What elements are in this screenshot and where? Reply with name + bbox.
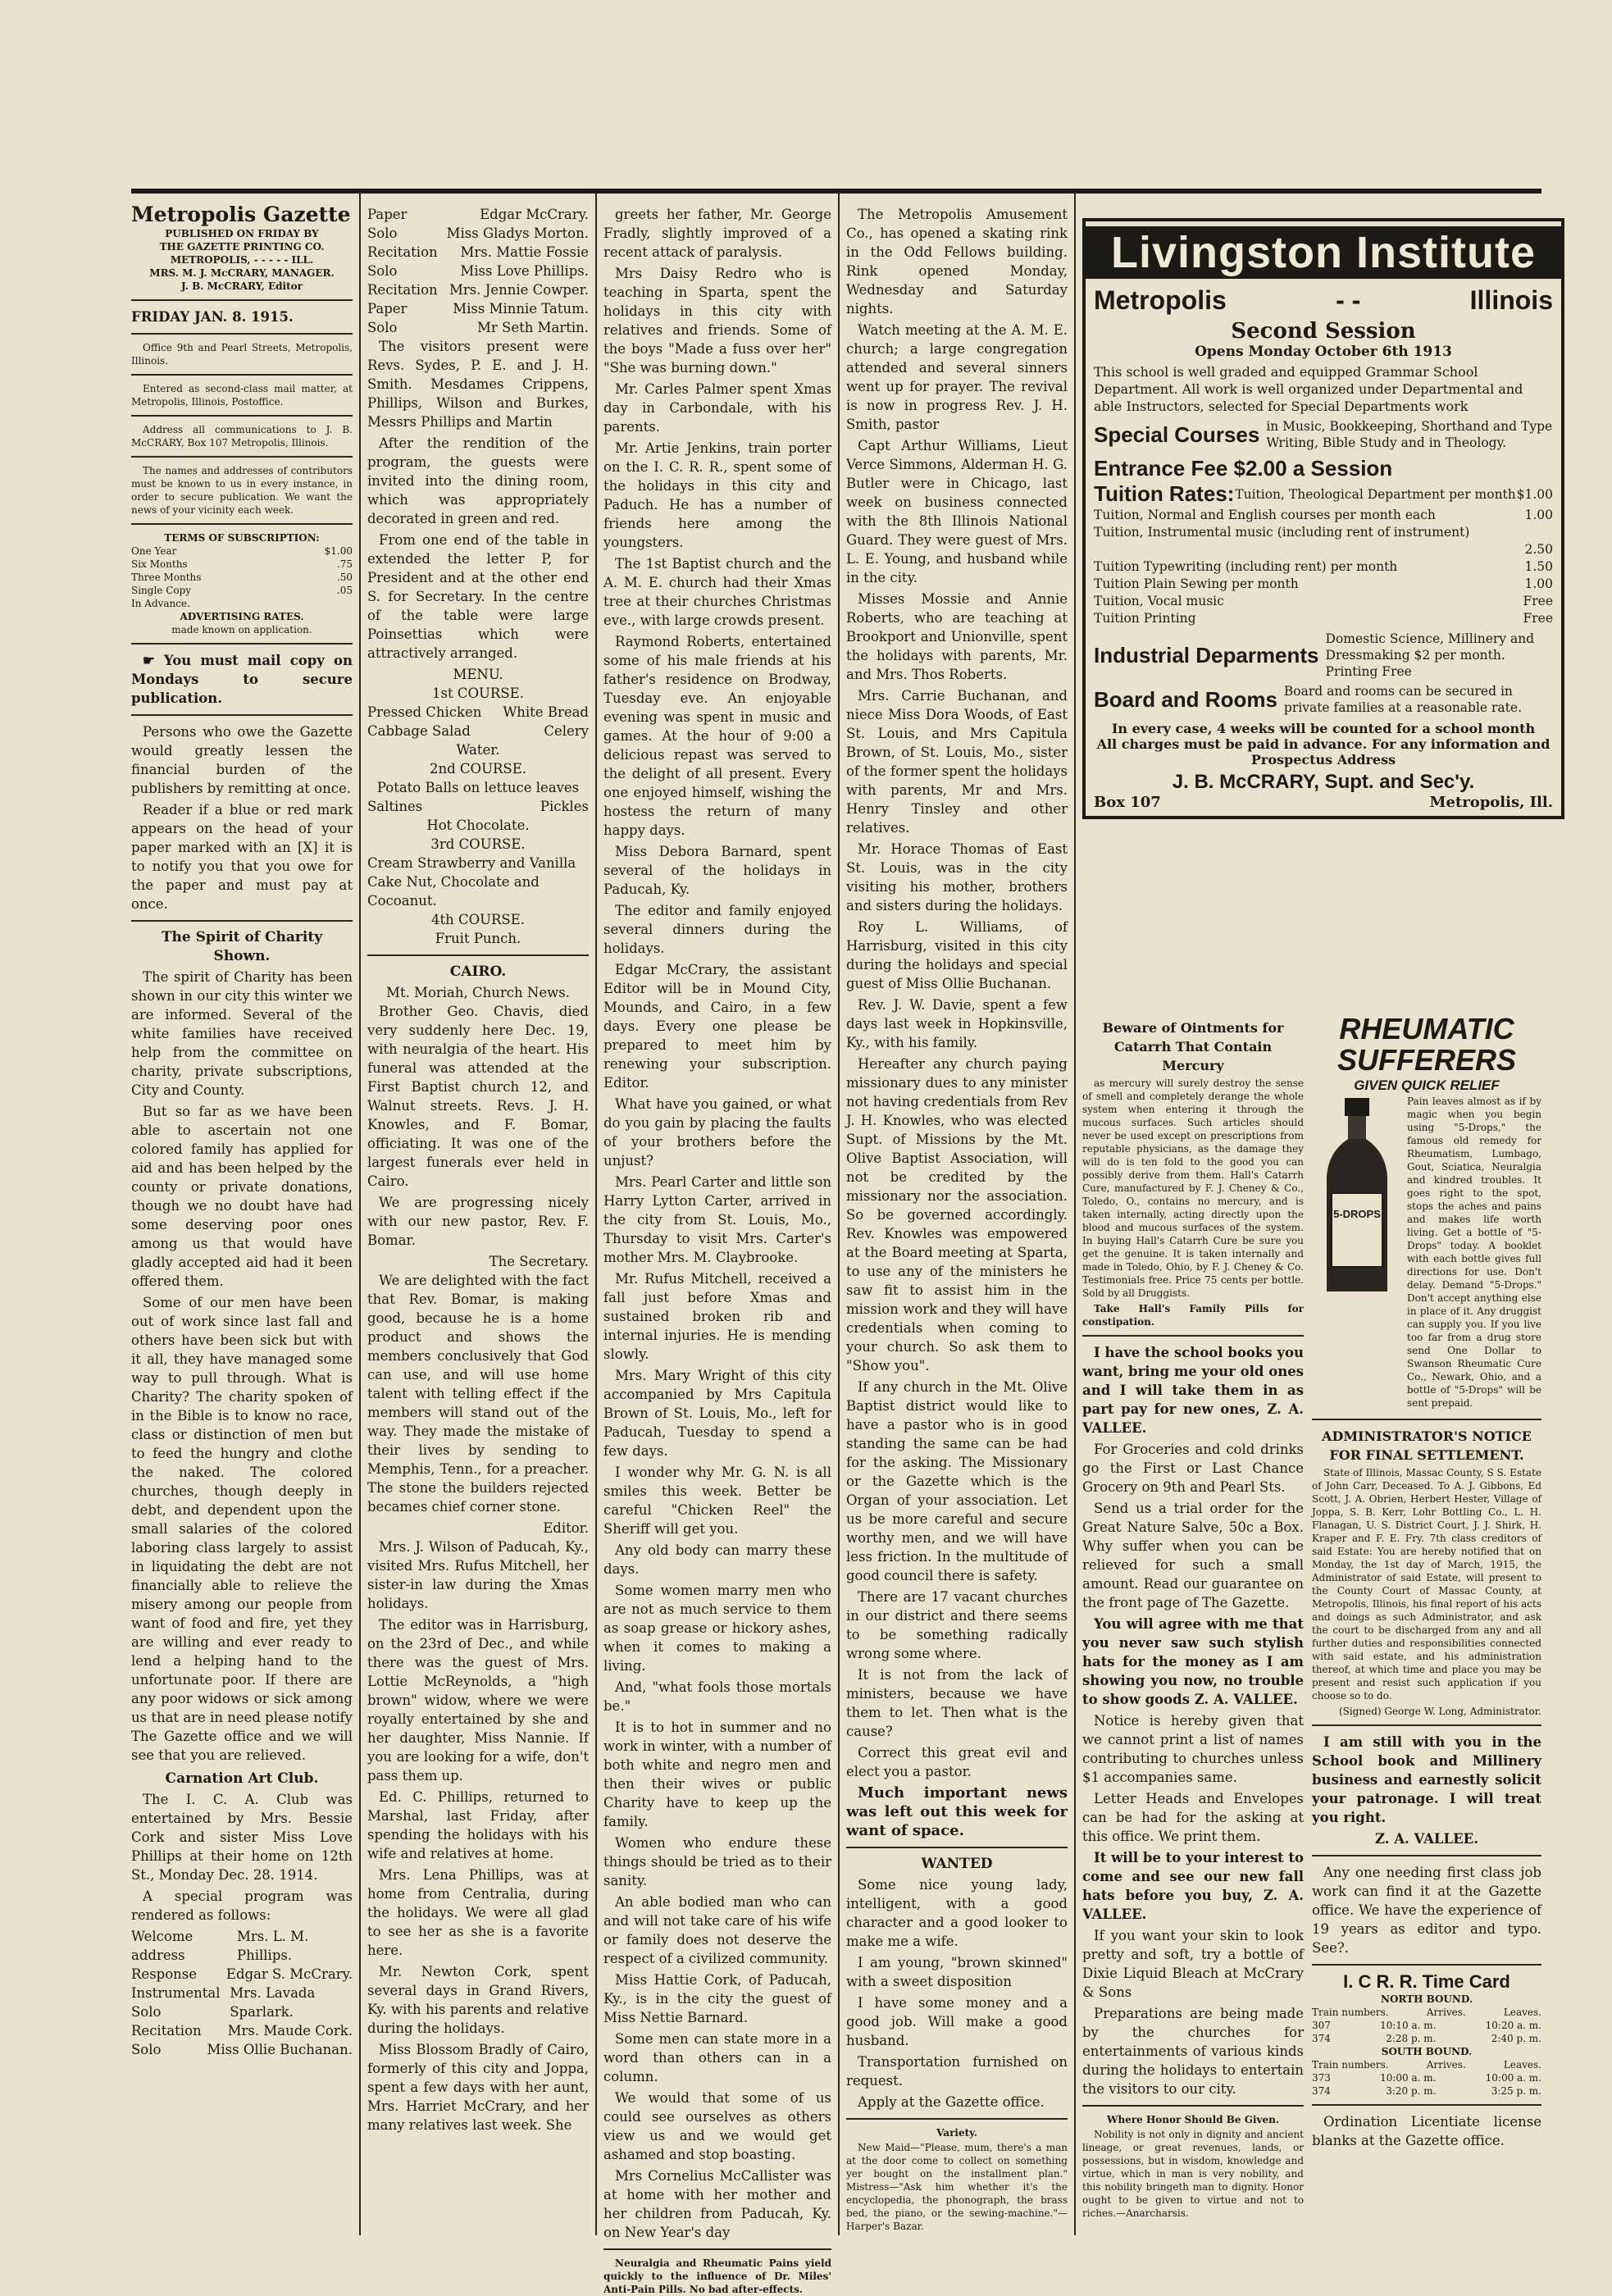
hats-notice: You will agree with me that you never saw such stylish hats for the money as I am showing you now, no trouble to show goods Z. A. VALLEE.	[1082, 1616, 1304, 1707]
terms-row: Three Months .50	[131, 572, 353, 583]
article-paragraph: Mrs Cornelius McCallister was at home with her mother and her children from Paducah, Ky. on New Year's day	[603, 2168, 831, 2240]
article-paragraph: It is to hot in summer and no work in winter, with a number of both white and negro men and then their wives or public Charity have to keep up the family.	[603, 1720, 831, 1829]
groceries-notice: For Groceries and cold drinks go the First or Last Chance Grocery on 9th and Pearl Sts.	[1082, 1442, 1304, 1495]
masthead-company: THE GAZETTE PRINTING CO.	[159, 241, 325, 253]
ordination-notice: Ordination Licentiate license blanks at the Gazette office.	[1312, 2114, 1541, 2148]
cairo-headline: CAIRO.	[449, 963, 507, 980]
column-4	[846, 205, 1068, 2230]
column-rule	[595, 194, 597, 2235]
menu-title: MENU.	[453, 667, 503, 682]
article-paragraph: Mrs. Pearl Carter and little son Harry Lytton Carter, arrived in the city from St. Louis, Mo., Thursday to visit Mrs. Carter's mother Mrs. M. Claybrooke.	[603, 1174, 831, 1265]
article-paragraph: The spirit of Charity has been shown in our city this winter we are informed. Several of the white families have received help from the committee on charity, private subscriptions, City and County.	[131, 969, 353, 1098]
article-paragraph: Some women marry men who are not as much service to them as soap grease or hickory ashes, when it comes to making a living.	[603, 1583, 831, 1674]
article-paragraph: Mrs. Carrie Buchanan, and niece Miss Dora Woods, of East St. Louis, and Mrs Capitula Brown, of St. Louis, Mo., sister of the former spent the holidays with parents, Mr and Mrs. Henry Tinsley and other relatives.	[846, 688, 1068, 836]
office-address: Office 9th and Pearl Streets, Metropolis, Illinois.	[131, 342, 353, 367]
timetable-header: Train numbers. Arrives. Leaves.	[1312, 2059, 1541, 2070]
rheum-subhead: GIVEN QUICK RELIEF	[1354, 1077, 1500, 1093]
newspaper-page	[131, 189, 1553, 2295]
honor-headline: Where Honor Should Be Given.	[1106, 2114, 1280, 2125]
ad-session: Second Session	[1231, 319, 1416, 344]
article-paragraph: Brother Geo. Chavis, died very suddenly here Dec. 19, with neuralgia of the heart. His funeral was attended at the First Baptist church 12, and Walnut streets. Revs. J. H. Knowles, and F. Bomar, officiating. It was one of the largest funerals ever held in Cairo.	[367, 1004, 589, 1189]
column-rule	[838, 194, 840, 2235]
ad-industrial: Industrial Deparments Domestic Science, Millinery and Dressmaking $2 per month. Printing Free	[1094, 631, 1535, 679]
menu-item: Potato Balls on lettuce leaves	[376, 780, 580, 795]
masthead-editor: J. B. McCRARY, Editor	[181, 280, 303, 292]
article-paragraph: Some men can state more in a word than others can in a column.	[603, 2031, 831, 2084]
article-paragraph: The editor and family enjoyed several dinners during the holidays.	[603, 903, 831, 956]
article-paragraph: Some nice young lady, intelligent, with a good character and a good looker to make me a wife.	[846, 1877, 1068, 1949]
article-paragraph: Edgar McCrary, the assistant Editor will be in Mound City, Mounds, and Cairo, in a few days. Every one please be prepared to meet him by renewing your subscription. Editor.	[603, 962, 831, 1091]
ad-rate-row: Tuition, Vocal music Free	[1094, 594, 1553, 608]
article-paragraph: Ed. C. Phillips, returned to Marshal, last Friday, after spending the holidays with his wife and relatives at home.	[367, 1789, 589, 1861]
article-paragraph: There are 17 vacant churches in our district and there seems to be something radically wrong some where.	[846, 1589, 1068, 1661]
ad-description: This school is well graded and equipped Grammar School Department. All work is well organized under Departmental and able Instructors, selected for Special Departments work	[1094, 364, 1523, 414]
article-paragraph: The visitors present were Revs. Sydes, P. E. and J. H. Smith. Mesdames Crippens, Phillips, Wilson and Burkes, Messrs Phillips and Martin	[367, 339, 589, 430]
pain-pills-ad: Neuralgia and Rheumatic Pains yield quickly to the influence of Dr. Miles' Anti-Pain Pills. No bad after-effects.	[603, 2257, 831, 2295]
menu-row: Pressed Chicken White Bread	[367, 704, 589, 720]
advertising-rates: ADVERTISING RATES.	[180, 611, 304, 622]
column-rule	[1074, 194, 1076, 2235]
letterheads-notice: Letter Heads and Envelopes can be had for the asking at this office. We print them.	[1082, 1791, 1304, 1844]
wanted-headline: WANTED	[921, 1856, 993, 1872]
article-paragraph: greets her father, Mr. George Fradly, slightly improved of a recent attack of paralysis.	[603, 207, 831, 260]
column-2	[367, 205, 589, 2230]
masthead-title: Metropolis Gazette	[131, 203, 351, 226]
important-news-note: Much important news was left out this week for want of space.	[846, 1784, 1068, 1839]
column-1	[131, 205, 353, 2230]
article-paragraph: The editor was in Harrisburg, on the 23rd of Dec., and while there was the guest of Mrs. Lottie McReynolds, a "high brown" widow, where we were royally entertained by she and her daughter, Miss Nannie. If you are looking for a wife, don't pass them up.	[367, 1617, 589, 1784]
ad-special-courses: Special Courses in Music, Bookkeeping, Shorthand and Type Writing, Bible Study and in Theology.	[1094, 419, 1553, 450]
medicine-bottle-icon	[1312, 1095, 1402, 1300]
ointments-footer: Take Hall's Family Pills for constipation.	[1082, 1303, 1304, 1328]
ad-every-case: In every case, 4 weeks will be counted for a school month	[1111, 721, 1536, 736]
article-paragraph: Mr. Newton Cork, spent several days in Grand Rivers, Ky. with his parents and relative during the holidays.	[367, 1964, 589, 2036]
pointing-hand-icon: ☛	[143, 653, 155, 668]
bottle-label: 5-DROPS	[1333, 1208, 1381, 1220]
terms-row: One Year $1.00	[131, 545, 353, 557]
ad-city-row: Metropolis - - Illinois	[1094, 285, 1553, 315]
article-paragraph: Rev. J. W. Davie, spent a few days last week in Hopkinsville, Ky., with his family.	[846, 997, 1068, 1050]
admin-text: State of Illinois, Massac County, S S. Estate of John Carr, Deceased. To A. J. Gibbons, Ed Scott, J. A. Obrien, Herbert Hester, Village of Joppa, S. B. Kerr, Lohr Bottling Co., L. H. Flanagan, U. S. District Court, J. J. Shirk, H. Kraper and F. E. Fry. 7th class creditors of said Estate: You are hereby notified that on Monday, the 1st day of March, 1915, the Administrator of said Estate, will present to the County Court of Massac County, at Metropolis, Illinois, his final report of his acts and doings as such Administrator, and ask the court to be discharged from any and all further duties and responsibilities connected with said estate, and his administration thereof, at which time and place you may be present and resist such application if you choose so to do.	[1312, 1467, 1541, 1702]
article-paragraph: And, "what fools those mortals be."	[603, 1679, 831, 1714]
program-row: Paper Edgar McCrary.	[367, 207, 589, 222]
admin-headline: ADMINISTRATOR'S NOTICE FOR FINAL SETTLEMENT.	[1322, 1428, 1532, 1463]
program-row: Solo Miss Ollie Buchanan.	[131, 2042, 353, 2057]
article-paragraph: We are progressing nicely with our new pastor, Rev. F. Bomar.	[367, 1195, 589, 1248]
program-row: Recitation Mrs. Maude Cork.	[131, 2023, 353, 2039]
timetable-row: 374 2:28 p. m. 2:40 p. m.	[1312, 2033, 1541, 2044]
article-paragraph: The Metropolis Amusement Co., has opened a skating rink in the Odd Fellows building. Rink opened Monday, Wednesday and Saturday nights.	[846, 207, 1068, 317]
program-row: Recitation Mrs. Jennie Cowper.	[367, 282, 589, 298]
north-bound: NORTH BOUND.	[1380, 1993, 1473, 2005]
masthead-published: PUBLISHED ON FRIDAY BY	[165, 228, 319, 239]
article-paragraph: Any old body can marry these days.	[603, 1542, 831, 1577]
fall-hats-notice: It will be to your interest to come and see our new fall hats before you buy, Z. A. VALLEE.	[1082, 1850, 1304, 1922]
job-work-notice: Any one needing first class job work can find it at the Gazette office. We have the experience of 19 years as editor and typo. See?.	[1312, 1865, 1541, 1956]
vallee-notice: I am still with you in the School book and Millinery business and earnestly solicit your patronage. I will treat you right.	[1312, 1734, 1541, 1825]
entry-notice: Entered as second-class mail matter, at Metropolis, Illinois, Postoffice.	[131, 383, 353, 408]
article-paragraph: Mrs. Mary Wright of this city accompanied by Mrs Capitula Brown of St. Louis, Mo., left for Paducah, Tuesday to spend a few days.	[603, 1368, 831, 1459]
menu-item: Hot Chocolate.	[426, 818, 530, 833]
terms-row: Single Copy .05	[131, 585, 353, 596]
owe-notice: Persons who owe the Gazette would greatly lessen the financial burden of the publishers by remitting at once.	[131, 724, 353, 796]
contributors-notice: The names and addresses of contributors must be known to us in every instance, in order to secure publication. We want the news of your vicinity each week.	[131, 465, 353, 516]
masthead-location: METROPOLIS, - - - - - ILL.	[170, 254, 314, 266]
menu-row: Saltines Pickles	[367, 799, 589, 814]
program-row: Recitation Mrs. Mattie Fossie	[367, 244, 589, 260]
program-row: Solo Miss Gladys Morton.	[367, 226, 589, 241]
article-paragraph: Mr. Carles Palmer spent Xmas day in Carbondale, with his parents.	[603, 381, 831, 435]
article-paragraph: We would that some of us could see ourselves as others view us and we would get ashamed and stop boasting.	[603, 2090, 831, 2162]
rheum-body	[1312, 1095, 1541, 1412]
column-3	[603, 205, 831, 2295]
churches-notice: Notice is hereby given that we cannot print a list of names contributing to churches unless $1 accompanies same.	[1082, 1713, 1304, 1785]
article-paragraph: Raymond Roberts, entertained some of his male friends at his father's residence on Brodway, Tuesday eve. An enjoyable evening was spent in music and games. At the hour of 9:00 a delicious repast was served to the delight of all present. Every one enjoyed himself, wishing the hostess the return of many happy days.	[603, 634, 831, 838]
article-paragraph: The 1st Baptist church and the A. M. E. church had their Xmas tree at their churches Christmas eve., with large crowds present.	[603, 556, 831, 628]
article-paragraph: I wonder why Mr. G. N. is all smiles this week. Better be careful "Chicken Reel" the Sheriff will get you.	[603, 1465, 831, 1537]
ad-entrance-fee: Entrance Fee $2.00 a Session	[1094, 456, 1393, 481]
admin-signature: (Signed) George W. Long, Administrator.	[1338, 1706, 1541, 1717]
cairo-subhead: Mt. Moriah, Church News.	[386, 985, 570, 1000]
article-paragraph: After the rendition of the program, the guests were invited into the dining room, which was appropriately decorated in green and red.	[367, 435, 589, 526]
article-paragraph: Transportation furnished on request.	[846, 2054, 1068, 2089]
article-paragraph: Miss Debora Barnard, spent several of the holidays in Paducah, Ky.	[603, 844, 831, 897]
menu-row: Cabbage Salad Celery	[367, 723, 589, 739]
signature: The Secretary.	[489, 1254, 589, 1269]
timetable-row: 373 10:00 a. m. 10:00 a. m.	[1312, 2072, 1541, 2084]
article-paragraph: We are delighted with the fact that Rev. Bomar, is making good, because he is a home product and shows the members conclusively that God can use, and will use home talent with telling effect if the members will stand out of the way. They made the mistake of their lives by sending to Memphis, Tenn., for a preacher. The stone the builders rejected becames chief corner stone.	[367, 1273, 589, 1515]
program-row: Paper Miss Minnie Tatum.	[367, 301, 589, 317]
course-title: 2nd COURSE.	[429, 761, 526, 777]
article-paragraph: I have some money and a good job. Will make a good husband.	[846, 1995, 1068, 2048]
vallee-signature: Z. A. VALLEE.	[1375, 1831, 1478, 1847]
program-row: Welcome address Mrs. L. M. Phillips.	[131, 1929, 309, 1963]
program-row: Instrumental Solo Mrs. Lavada Sparlark.	[131, 1985, 316, 2020]
article-paragraph: Correct this great evil and elect you a pastor.	[846, 1745, 1068, 1779]
article-paragraph: Some of our men have been out of work since last fall and others have been sick but with it all, they have managed some way to pull through. What is Charity? The charity spoken of in the Bible is to know no race, class or distinction of men but to feed the hungry and clothe the naked. The colored churches, though deeply in debt, and dependent upon the small salaries of the colored laboring class largely to assist in liquidating the debt are not financially able to relieve the misery among our people from want of food and fire, yet they are willing and ever ready to lend a helping hand to the unfortunate poor. If there are any poor widows or sick among us that are in need please notify The Gazette office and we will see that you are relieved.	[131, 1295, 353, 1763]
article-paragraph: Hereafter any church paying missionary dues to any minister not having credentials from Rev J. H. Knowles, who was elected Supt. of Missions by the Mt. Olive Baptist Association, will not be credited by the missionary nor the association. So be governed accordingly. Rev. Knowles was empowered at the Board meeting at Sparta, to use any of the ministers he saw fit to assist him in the mission work and they will have credentials when coming to your church. So ask them to "Show you".	[846, 1056, 1068, 1374]
bottle-illustration	[1312, 1095, 1402, 1412]
ad-tuition-header: Tuition Rates: Tuition, Theological Department per month $1.00	[1094, 481, 1553, 506]
ad-rate-row: Tuition, Normal and English courses per month each 1.00	[1094, 508, 1553, 522]
article-paragraph: The I. C. A. Club was entertained by Mrs. Bessie Cork and sister Miss Love Phillips at their home on 12th St., Monday Dec. 28. 1914.	[131, 1792, 353, 1883]
blue-mark-notice: Reader if a blue or red mark appears on the head of your paper marked with an [X] it is to notify you that you owe for the paper and must pay at once.	[131, 802, 353, 912]
article-paragraph: Miss Blossom Bradly of Cairo, formerly of this city and Joppa, spent a few days with her aunt, Mrs. Harriet McCrary, and her many relatives last week. She	[367, 2042, 589, 2133]
article-paragraph: An able bodied man who can and will not take care of his wife or family does not deserve the respect of a civilized community.	[603, 1894, 831, 1966]
bleach-notice: If you want your skin to look pretty and soft, try a bottle of Dixie Liquid Bleach at McCrary & Sons	[1082, 1928, 1304, 2000]
article-paragraph: Capt Arthur Williams, Lieut Verce Simmons, Alderman H. G. Butler were in Chicago, last week on business connected with the 8th Illinois National Guard. They were guest of Mrs. L. E. Young, and husband while in the city.	[846, 438, 1068, 585]
livingston-institute-ad	[1082, 218, 1564, 819]
ad-charges: All charges must be paid in advance. For any information and Prospectus Address	[1096, 736, 1551, 768]
program-row: Response Edgar S. McCrary.	[131, 1966, 353, 1982]
issue-date: FRIDAY JAN. 8. 1915.	[131, 309, 294, 325]
article-paragraph: If any church in the Mt. Olive Baptist district would like to have a pastor who is in good standing the same can be had for the asking. The Missionary or the Gazette which is the Organ of your association. Let us be more careful and secure worthy men, and we will have less friction. In the multitude of good council there is safety.	[846, 1379, 1068, 1583]
terms-title: TERMS OF SUBSCRIPTION:	[164, 532, 320, 544]
timetable-header: Train numbers. Arrives. Leaves.	[1312, 2007, 1541, 2018]
article-paragraph: Women who endure these things should be tried as to their sanity.	[603, 1835, 831, 1888]
article-paragraph: Mrs. Lena Phillips, was at home from Centralia, during the holidays. We were all glad to see her as she is a favorite here.	[367, 1867, 589, 1958]
course-title: 1st COURSE.	[432, 686, 524, 701]
program-row: Solo Mr Seth Martin.	[367, 320, 589, 335]
signature: Editor.	[543, 1520, 589, 1536]
south-bound: SOUTH BOUND.	[1381, 2046, 1473, 2057]
honor-text: Nobility is not only in dignity and ancient lineage, or great revenues, lands, or possessions, but in wisdom, knowledge and virtue, which in man is very nobility, and this nobility bringeth man to dignity. Honor ought to be given to virtue and not to riches.—Anarcharsis.	[1082, 2129, 1304, 2219]
article-paragraph: Mr. Artie Jenkins, train porter on the I. C. R. R., spent some of the holidays in this city and Paduch. He has a number of friends here among the youngsters.	[603, 440, 831, 550]
ointments-text: as mercury will surely destroy the sense of smell and completely derange the whole system when entering it through the mucous surfaces. Such articles should never be used except on prescriptions from reputable physicians, as the damage they will do is ten fold to the good you can possibly derive from them. Hall's Catarrh Cure, manufactured by F. J. Cheney & Co., Toledo, O., contains no mercury, and is taken internally, acting directly upon the blood and mucous surfaces of the system. In buying Hall's Catarrh Cure be sure you get the genuine. It is taken internally and made in Toledo, Ohio, by F. J. Cheney & Co. Testimonials free. Price 75 cents per bottle. Sold by all Druggists.	[1082, 1077, 1304, 1299]
menu-item: Water.	[456, 742, 500, 758]
terms-row: Six Months .75	[131, 558, 353, 570]
ad-title: Livingston Institute	[1086, 226, 1561, 279]
rheumatic-headline: RHEUMATIC	[1339, 1012, 1514, 1046]
course-title: 3rd COURSE.	[430, 836, 526, 852]
ad-box-row: Box 107 Metropolis, Ill.	[1094, 794, 1553, 811]
ointments-headline: Beware of Ointments for Catarrh That Contain Mercury	[1102, 1020, 1284, 1073]
article-paragraph: Watch meeting at the A. M. E. church; a large congregation attended and several sinners went up for prayer. The revival is now in progress Rev. J. H. Smith, pastor	[846, 322, 1068, 432]
mail-notice: ☛ You must mail copy on Mondays to secure publication.	[131, 653, 353, 706]
timetable-row: 374 3:20 p. m. 3:25 p. m.	[1312, 2085, 1541, 2097]
course-title: 4th COURSE.	[430, 912, 526, 927]
column-5	[1082, 1014, 1304, 2227]
article-paragraph: Mrs. J. Wilson of Paducah, Ky., visited Mrs. Rufus Mitchell, her sister-in law during the Xmas holidays.	[367, 1539, 589, 1611]
ad-rate-row: Tuition Printing Free	[1094, 611, 1553, 626]
article-paragraph: But so far as we have been able to ascertain not one colored family has applied for aid and has been helped by the county or private donations, though we no doubt have had some deserving poor ones among us that would have gladly accepted aid had it been offered them.	[131, 1104, 353, 1289]
variety-headline: Variety.	[936, 2127, 977, 2139]
ad-board: Board and Rooms Board and rooms can be secured in private families at a reasonable rate.	[1094, 684, 1522, 715]
ad-rate-row: Tuition, Instrumental music (including rent of instrument)	[1094, 525, 1470, 540]
ad-supt: J. B. McCRARY, Supt. and Sec'y.	[1172, 771, 1475, 793]
ad-rate-row: Tuition Typewriting (including rent) per month 1.50	[1094, 559, 1553, 574]
article-paragraph: Mr. Horace Thomas of East St. Louis, was in the city visiting his mother, brothers and sisters during the holidays.	[846, 841, 1068, 913]
article-paragraph: Apply at the Gazette office.	[858, 2094, 1045, 2110]
charity-headline: The Spirit of Charity Shown.	[161, 929, 323, 964]
terms-advance: In Advance.	[131, 598, 190, 609]
article-paragraph: It is not from the lack of ministers, because we have them to let. Then what is the cause?	[846, 1667, 1068, 1739]
article-paragraph: Mrs Daisy Redro who is teaching in Sparta, spent the holidays in this city with relatives and friends. Some of the boys "Made a fuss over her" "She was burning down."	[603, 266, 831, 376]
article-paragraph: I am young, "brown skinned" with a sweet disposition	[846, 1955, 1068, 1989]
menu-item: Fruit Punch.	[435, 931, 521, 946]
article-paragraph: Misses Mossie and Annie Roberts, who are teaching at Brookport and Unionville, spent the holidays with parents, Mr. and Mrs. Thos Roberts.	[846, 591, 1068, 682]
advertising-known: made known on application.	[171, 624, 312, 636]
article-paragraph: Miss Hattie Cork, of Paducah, Ky., is in the city the guest of Miss Nettie Barnard.	[603, 1972, 831, 2025]
salve-notice: Send us a trial order for the Great Nature Salve, 50c a Box. Why suffer when you can be relieved for such a small amount. Read our guarantee on the front page of The Gazette.	[1082, 1501, 1304, 1610]
ad-opens: Opens Monday October 6th 1913	[1195, 344, 1452, 360]
article-paragraph: What have you gained, or what do you gain by placing the faults of your brothers before the unjust?	[603, 1096, 831, 1168]
menu-item: Cream Strawberry and Vanilla Cake Nut, Chocolate and Cocoanut.	[367, 855, 576, 909]
books-notice: I have the school books you want, bring me your old ones and I will take them in as part pay for new ones, Z. A. VALLEE.	[1082, 1345, 1304, 1436]
address-notice: Address all communications to J. B. McCRARY, Box 107 Metropolis, Illinois.	[131, 424, 353, 449]
article-paragraph: A special program was rendered as follows:	[131, 1888, 353, 1923]
column-6	[1312, 1014, 1541, 2227]
preparations-notice: Preparations are being made by the churches for entertainments of various kinds during the holidays to entertain the visitors to our city.	[1082, 2006, 1304, 2097]
timetable-row: 307 10:10 a. m. 10:20 a. m.	[1312, 2020, 1541, 2031]
masthead-manager: MRS. M. J. McCRARY, MANAGER.	[149, 267, 335, 279]
article-paragraph: From one end of the table in extended the letter P, for President and at the other end S. for Secretary. In the centre of the table were large Poinsettias which were attractively arranged.	[367, 532, 589, 661]
ad-rate-row: 2.50	[1524, 542, 1553, 557]
article-paragraph: Roy L. Williams, of Harrisburg, visited in this city during the holidays and special guest of Miss Ollie Buchanan.	[846, 919, 1068, 991]
variety-text: New Maid—"Please, mum, there's a man at the door come to collect on something yer bought on the installment plan." Mistress—"Ask him whether it's the encyclopedia, the phonograph, the brass bed, the piano, or the sewing-machine."—Harper's Bazar.	[846, 2142, 1068, 2232]
icrr-headline: I. C R. R. Time Card	[1343, 1971, 1510, 1992]
carnation-headline: Carnation Art Club.	[165, 1770, 319, 1787]
article-paragraph: Mr. Rufus Mitchell, received a fall just before Xmas and sustained broken rib and internal injuries. He is mending slowly.	[603, 1271, 831, 1362]
ad-rate-row: Tuition Plain Sewing per month 1.00	[1094, 576, 1553, 591]
column-rule	[359, 194, 361, 2235]
sufferers-headline: SUFFERERS	[1337, 1043, 1517, 1077]
rheum-text: Pain leaves almost as if by magic when you begin using "5-Drops," the famous old remedy for Rheumatism, Lumbago, Gout, Sciatica, Neuralgia and kindred troubles. It goes right to the spot, stops the aches and pains and makes life worth living. Get a bottle of "5-Drops" today. A booklet with each bottle gives full directions for use. Don't delay. Demand "5-Drops." Don't accept anything else in place of it. Any druggist can supply you. If you live too far from a drug store send One Dollar to Swanson Rheumatic Cure Co., Newark, Ohio, and a bottle of "5-Drops" will be sent prepaid.	[1407, 1096, 1541, 1409]
program-row: Solo Miss Love Phillips.	[367, 263, 589, 279]
